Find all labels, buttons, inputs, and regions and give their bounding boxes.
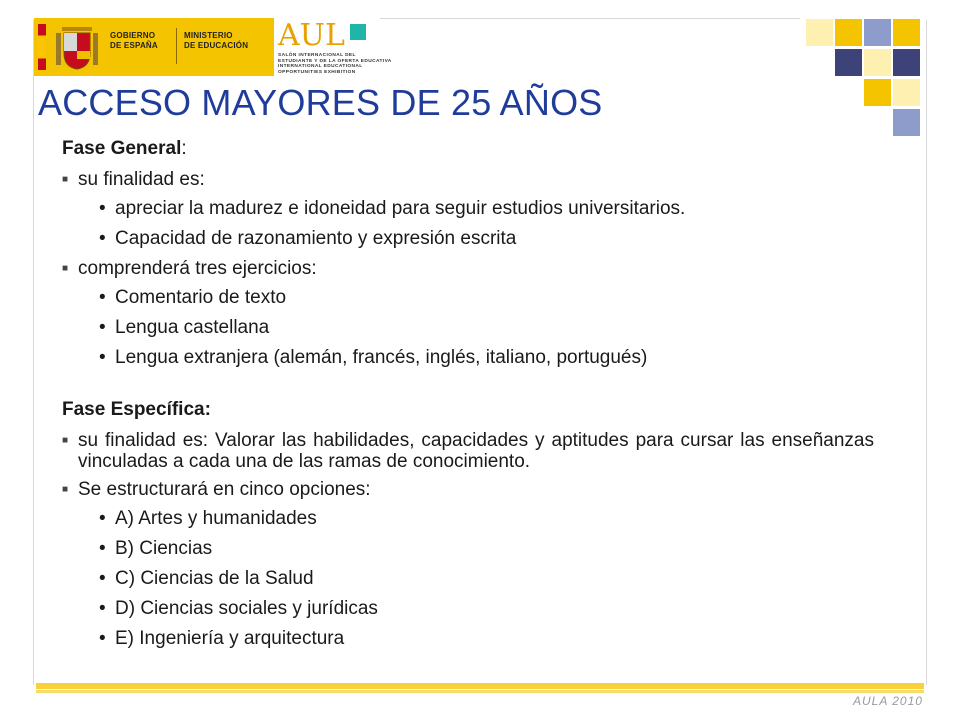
dot-bullet-icon: • bbox=[99, 628, 106, 649]
dot-bullet-icon: • bbox=[99, 568, 106, 589]
dot-bullet-icon: • bbox=[99, 538, 106, 559]
sub-list-item-text: E) Ingeniería y arquitectura bbox=[115, 628, 345, 649]
sub-list-item-text: Lengua extranjera (alemán, francés, inglés, italiano, portugués) bbox=[115, 347, 648, 368]
government-logo bbox=[34, 18, 274, 76]
aula-square-icon bbox=[350, 24, 366, 40]
page-title: ACCESO MAYORES DE 25 AÑOS bbox=[38, 82, 603, 123]
aula-sub-line3: INTERNATIONAL EDUCATIONAL bbox=[278, 64, 363, 69]
dot-bullet-icon: • bbox=[99, 317, 106, 338]
bottom-accent-line bbox=[36, 690, 924, 693]
sub-list-item-text: apreciar la madurez e idoneidad para seguir estudios universitarios. bbox=[115, 198, 686, 219]
aula-sub-line4: OPPORTUNITIES EXHIBITION bbox=[278, 69, 356, 75]
fase-general-heading bbox=[62, 138, 874, 160]
deco-square bbox=[893, 109, 920, 136]
bottom-accent-bar bbox=[36, 683, 924, 689]
footer-logo: AULA 2010 bbox=[853, 694, 923, 708]
square-bullet-icon: ■ bbox=[62, 484, 69, 495]
sub-list-item bbox=[99, 508, 874, 530]
list-item-text: su finalidad es: bbox=[78, 169, 205, 190]
deco-square bbox=[835, 19, 862, 46]
section-spacer bbox=[62, 377, 874, 395]
sub-list-item-text: Comentario de texto bbox=[115, 287, 287, 308]
square-bullet-icon: ■ bbox=[62, 174, 69, 185]
sub-list-item bbox=[99, 568, 874, 590]
square-bullet-icon: ■ bbox=[62, 435, 69, 446]
deco-square bbox=[806, 19, 833, 46]
sub-list-item bbox=[99, 287, 874, 309]
list-item-text: comprenderá tres ejercicios: bbox=[78, 258, 317, 279]
square-bullet-icon: ■ bbox=[62, 263, 69, 274]
dot-bullet-icon: • bbox=[99, 598, 106, 619]
dot-bullet-icon: • bbox=[99, 287, 106, 308]
ministerio-line1: MINISTERIO bbox=[184, 31, 233, 40]
list-item bbox=[62, 169, 874, 191]
fase-especifica-heading: Fase Específica: bbox=[62, 399, 211, 420]
left-frame-line bbox=[33, 20, 34, 685]
deco-square bbox=[835, 49, 862, 76]
sub-list-item-text: D) Ciencias sociales y jurídicas bbox=[115, 598, 378, 619]
ministerio-label bbox=[184, 31, 248, 51]
gobierno-label bbox=[110, 31, 158, 51]
header-logos bbox=[34, 18, 392, 76]
dot-bullet-icon: • bbox=[99, 228, 106, 249]
sub-list-item-text: B) Ciencias bbox=[115, 538, 213, 559]
deco-square bbox=[864, 19, 891, 46]
gobierno-line2: DE ESPAÑA bbox=[110, 41, 158, 50]
right-frame-line bbox=[926, 20, 927, 685]
sub-list-item-text: Lengua castellana bbox=[115, 317, 270, 338]
aula-subtitle bbox=[278, 53, 392, 75]
top-divider bbox=[380, 18, 800, 19]
sub-list-item bbox=[99, 628, 874, 650]
sub-list-item bbox=[99, 598, 874, 620]
list-item bbox=[62, 430, 874, 472]
coat-of-arms-icon bbox=[54, 23, 100, 71]
aula-wordmark: AUL bbox=[278, 18, 345, 53]
deco-square bbox=[864, 79, 891, 106]
deco-square bbox=[864, 49, 891, 76]
sub-list-item bbox=[99, 538, 874, 560]
sub-list-item bbox=[99, 198, 874, 220]
sub-list-item bbox=[99, 317, 874, 339]
sub-list-item bbox=[99, 347, 874, 369]
list-item-text: Se estructurará en cinco opciones: bbox=[78, 479, 371, 500]
deco-square bbox=[893, 79, 920, 106]
sub-list-item bbox=[99, 228, 874, 250]
deco-square bbox=[893, 19, 920, 46]
sub-list-item-text: C) Ciencias de la Salud bbox=[115, 568, 314, 589]
dot-bullet-icon: • bbox=[99, 508, 106, 529]
fase-general-colon: : bbox=[181, 138, 187, 159]
list-item bbox=[62, 258, 874, 280]
sub-list-item-text: A) Artes y humanidades bbox=[115, 508, 317, 529]
list-item-text: su finalidad es: Valorar las habilidades, capacidades y aptitudes para cursar las enseñanzas vinculadas a cada una de las ramas de conocimiento. bbox=[78, 430, 874, 472]
sub-list-item-text: Capacidad de razonamiento y expresión escrita bbox=[115, 228, 517, 249]
aula-logo bbox=[274, 18, 392, 76]
logo-separator bbox=[176, 28, 177, 64]
ministerio-line2: DE EDUCACIÓN bbox=[184, 41, 249, 50]
gobierno-line1: GOBIERNO bbox=[110, 31, 156, 40]
slide-content bbox=[62, 134, 874, 658]
deco-square bbox=[893, 49, 920, 76]
dot-bullet-icon: • bbox=[99, 198, 106, 219]
fase-general-label: Fase General bbox=[62, 138, 182, 159]
list-item bbox=[62, 479, 874, 501]
dot-bullet-icon: • bbox=[99, 347, 106, 368]
aula-sub-line2: ESTUDIANTE Y DE LA OFERTA EDUCATIVA bbox=[278, 58, 392, 64]
spain-flag-icon bbox=[38, 24, 46, 70]
aula-sub-line1: SALÓN INTERNACIONAL DEL bbox=[278, 53, 356, 58]
